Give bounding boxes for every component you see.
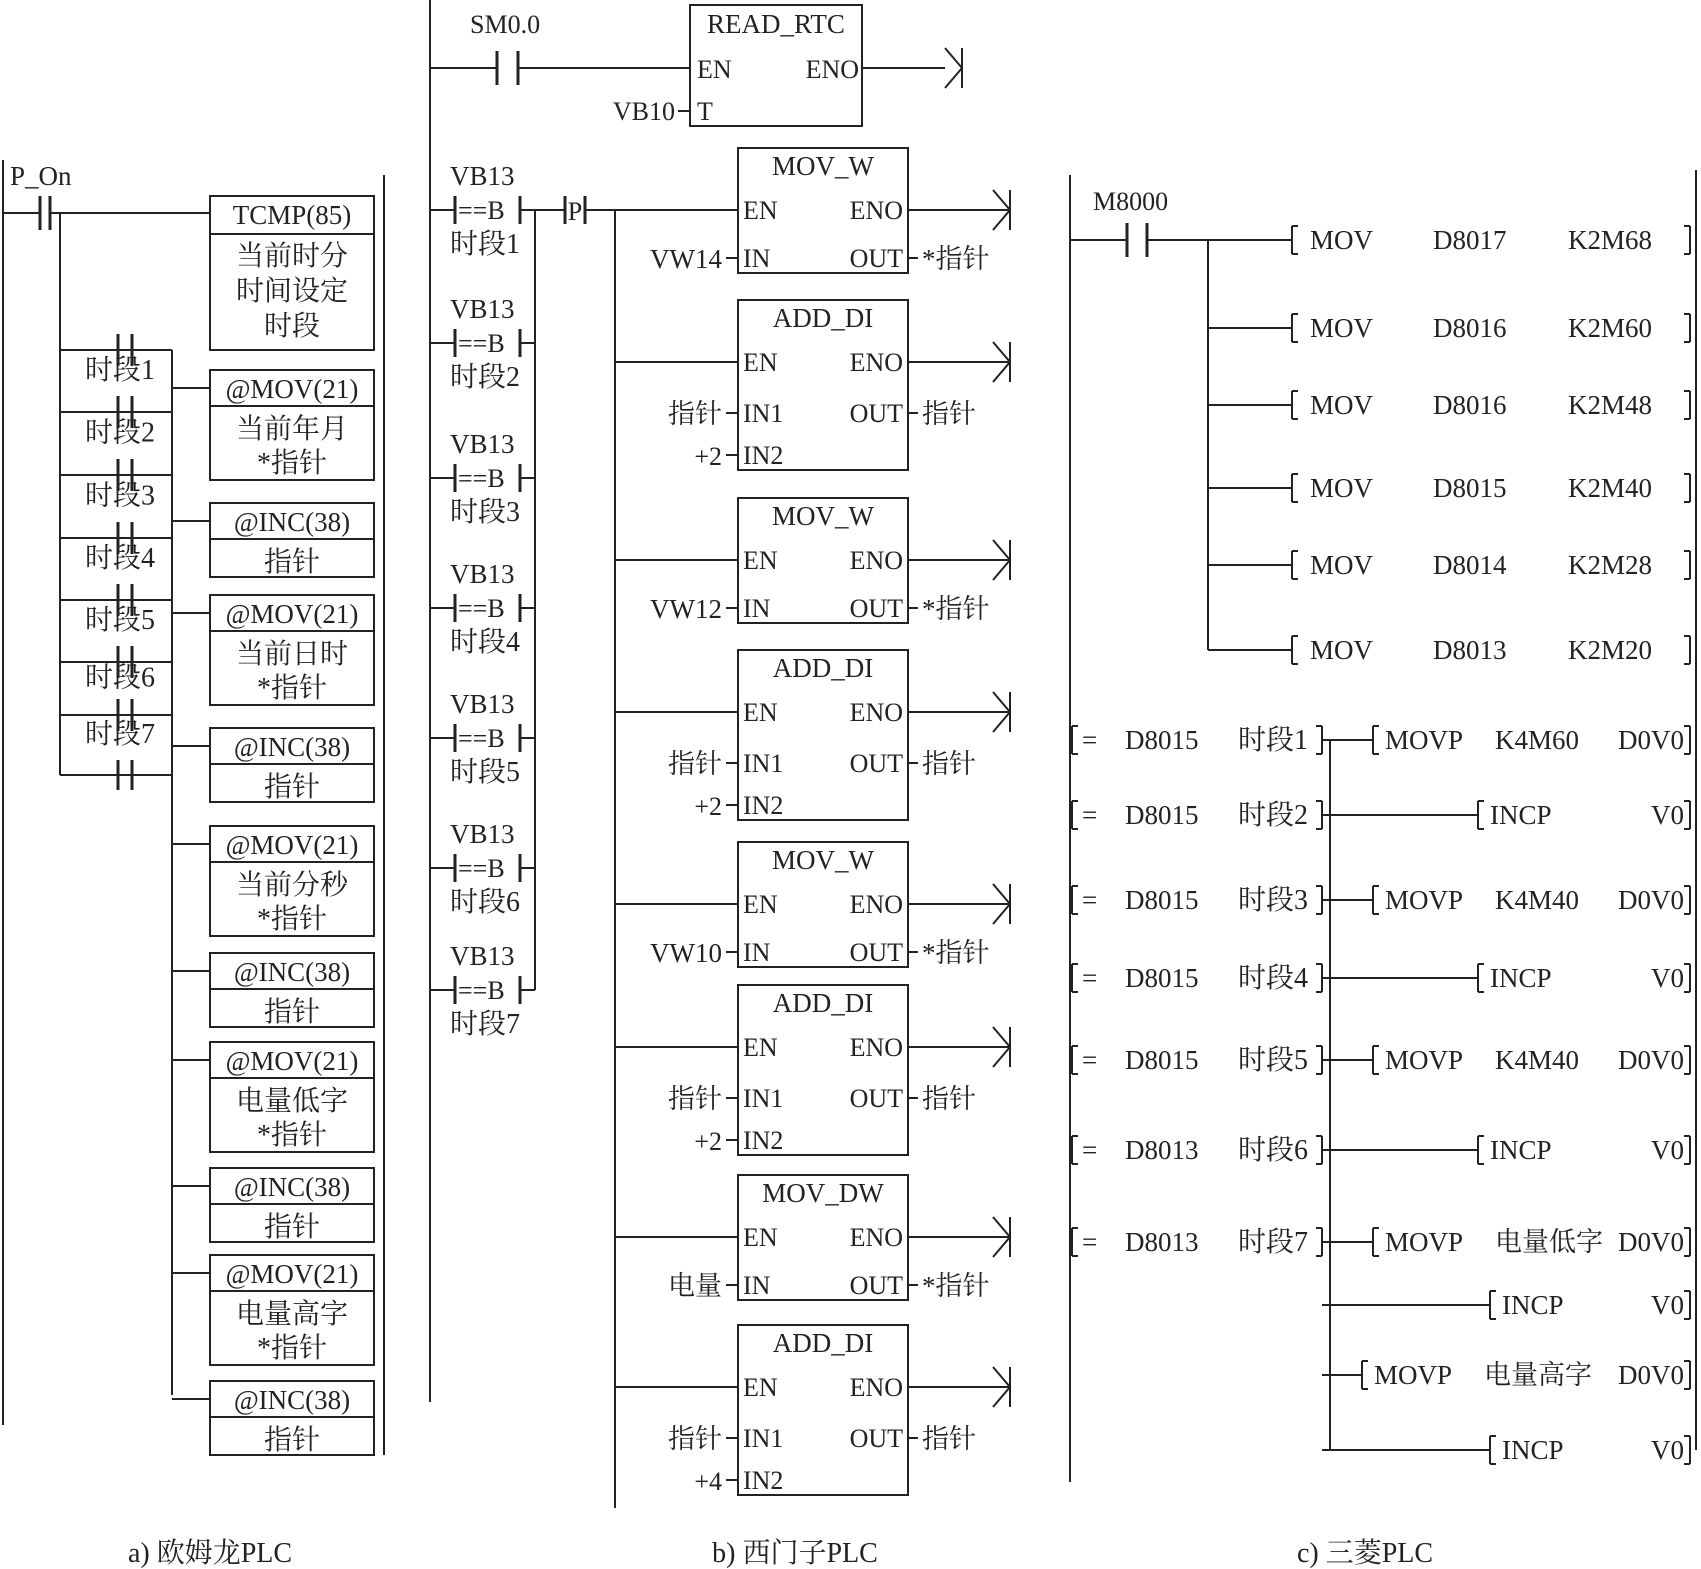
siemens-block-eno: ENO <box>849 698 903 727</box>
siemens-block-in-value: 指针 <box>668 749 722 779</box>
caption-omron: a) 欧姆龙PLC <box>127 1538 293 1569</box>
siemens-block-in-label: IN <box>743 1271 771 1300</box>
mitsubishi-action-dst: V0 <box>1651 1435 1684 1465</box>
siemens-block-out-label: OUT <box>849 1271 903 1300</box>
siemens-rtc-t: T <box>697 97 713 126</box>
omron-tcmp-line: 时段 <box>263 311 321 342</box>
siemens-block-in-value: 电量 <box>668 1271 722 1301</box>
omron-block-line: 指针 <box>263 772 321 803</box>
mitsubishi-compare-period: 时段4 <box>1238 963 1309 994</box>
siemens-rtc-title: READ_RTC <box>707 9 845 39</box>
mitsubishi-compare-op: = <box>1082 1227 1098 1257</box>
mitsubishi-action-src: 电量低字 <box>1495 1227 1603 1257</box>
siemens-block-out-label: OUT <box>849 244 903 273</box>
mitsubishi-ladder <box>1070 170 1696 1482</box>
siemens-block-title: ADD_DI <box>772 988 874 1018</box>
siemens-block-out-label: OUT <box>849 399 903 428</box>
siemens-block-eno: ENO <box>849 348 903 377</box>
siemens-period-label: 时段1 <box>450 229 521 260</box>
mitsubishi-action-dst: D0V0 <box>1618 1045 1684 1075</box>
siemens-block-in2-label: IN2 <box>743 1466 784 1495</box>
mitsubishi-compare-src: D8015 <box>1125 725 1199 755</box>
omron-block-line: 当前分秒 <box>235 870 349 901</box>
siemens-period-label: 时段3 <box>450 497 521 528</box>
siemens-rtc-rung <box>430 5 962 126</box>
siemens-compare-op: ==B <box>458 196 505 225</box>
omron-instruction-blocks <box>172 370 374 1456</box>
mitsubishi-action-op: MOVP <box>1385 1227 1464 1257</box>
siemens-block-in-value: VW12 <box>650 594 722 624</box>
omron-block <box>210 1168 374 1243</box>
omron-block-line: 当前年月 <box>235 414 349 445</box>
omron-block <box>210 595 374 705</box>
mitsubishi-compare-period: 时段5 <box>1238 1045 1309 1076</box>
siemens-block-in-label: IN <box>743 938 771 967</box>
mitsubishi-contact-label: M8000 <box>1093 187 1169 216</box>
omron-tcmp-line: 当前时分 <box>235 241 349 272</box>
siemens-block-en: EN <box>743 890 778 919</box>
siemens-period-label: 时段4 <box>450 627 521 658</box>
siemens-block-eno: ENO <box>849 196 903 225</box>
siemens-block-out-label: OUT <box>849 1424 903 1453</box>
omron-contact-label: P_On <box>10 161 72 191</box>
omron-block-title: @INC(38) <box>233 732 351 762</box>
omron-block <box>210 728 374 803</box>
siemens-block-eno: ENO <box>849 1033 903 1062</box>
omron-block-line: *指针 <box>256 1333 328 1364</box>
mitsubishi-mov-op: MOV <box>1310 473 1374 503</box>
omron-block-title: @MOV(21) <box>225 599 359 629</box>
omron-block-title: @INC(38) <box>233 957 351 987</box>
omron-block <box>210 953 374 1028</box>
omron-block-line: *指针 <box>256 1120 328 1151</box>
omron-period-label: 时段4 <box>84 543 156 574</box>
omron-block-line: 指针 <box>263 1212 321 1243</box>
siemens-block-in-value: VW14 <box>650 244 722 274</box>
omron-tcmp-title: TCMP(85) <box>232 200 352 230</box>
mitsubishi-action-src: K4M60 <box>1495 725 1580 755</box>
siemens-block-in-label: IN <box>743 594 771 623</box>
mitsubishi-action-op: INCP <box>1502 1435 1564 1465</box>
siemens-block-en: EN <box>743 348 778 377</box>
omron-block-title: @INC(38) <box>233 1385 351 1415</box>
mitsubishi-mov-src: D8017 <box>1433 225 1507 255</box>
siemens-rtc-eno: ENO <box>805 55 859 84</box>
siemens-period-label: 时段6 <box>450 887 521 918</box>
mitsubishi-compare-rungs <box>1072 724 1690 1465</box>
mitsubishi-mov-dst: K2M60 <box>1568 313 1653 343</box>
siemens-block-en: EN <box>743 1373 778 1402</box>
omron-block-title: @INC(38) <box>233 1172 351 1202</box>
omron-block-title: @INC(38) <box>233 507 351 537</box>
siemens-block-title: ADD_DI <box>772 653 874 683</box>
omron-period-label: 时段5 <box>84 605 156 636</box>
siemens-block-in-label: IN1 <box>743 1084 784 1113</box>
mitsubishi-action-op: INCP <box>1502 1290 1564 1320</box>
mitsubishi-action-dst: D0V0 <box>1618 885 1684 915</box>
siemens-block-out-value: *指针 <box>922 938 990 968</box>
mitsubishi-mov-dst: K2M28 <box>1568 550 1653 580</box>
omron-block-line: 电量高字 <box>235 1299 349 1330</box>
mitsubishi-action-src: 电量高字 <box>1484 1360 1592 1390</box>
omron-ladder <box>3 160 384 1456</box>
omron-block <box>210 1042 374 1152</box>
mitsubishi-mov-src: D8015 <box>1433 473 1507 503</box>
omron-block-line: 指针 <box>263 547 321 578</box>
siemens-instruction-blocks <box>615 148 1010 1496</box>
mitsubishi-mov-dst: K2M20 <box>1568 635 1653 665</box>
mitsubishi-action-dst: V0 <box>1651 963 1684 993</box>
siemens-block-in-value: VW10 <box>650 938 722 968</box>
mitsubishi-compare-period: 时段1 <box>1238 725 1309 756</box>
mitsubishi-mov-src: D8014 <box>1433 550 1507 580</box>
omron-period-label: 时段6 <box>84 662 156 694</box>
siemens-block-in2-value: +2 <box>694 1127 722 1156</box>
mitsubishi-mov-op: MOV <box>1310 550 1374 580</box>
siemens-block-title: MOV_DW <box>762 1178 884 1208</box>
mitsubishi-action-op: INCP <box>1490 963 1552 993</box>
siemens-compare-operand: VB13 <box>450 819 515 849</box>
siemens-block-en: EN <box>743 1033 778 1062</box>
siemens-compare-op: ==B <box>458 594 505 623</box>
siemens-compare-operand: VB13 <box>450 559 515 589</box>
mitsubishi-mov-dst: K2M40 <box>1568 473 1653 503</box>
siemens-compare-op: ==B <box>458 976 505 1005</box>
mitsubishi-action-dst: V0 <box>1651 1290 1684 1320</box>
siemens-block-out-label: OUT <box>849 938 903 967</box>
mitsubishi-action-op: MOVP <box>1385 1045 1464 1075</box>
siemens-block <box>668 650 976 821</box>
siemens-block-in2-label: IN2 <box>743 441 784 470</box>
siemens-block-in2-value: +4 <box>694 1467 722 1496</box>
siemens-block-in-value: 指针 <box>668 399 722 429</box>
siemens-period-label: 时段5 <box>450 757 521 788</box>
mitsubishi-compare-period: 时段7 <box>1238 1227 1309 1258</box>
siemens-block-title: ADD_DI <box>772 1328 874 1358</box>
mitsubishi-compare-op: = <box>1082 885 1098 915</box>
mitsubishi-action-op: MOVP <box>1385 885 1464 915</box>
siemens-p-label: P <box>567 197 583 226</box>
siemens-rtc-en: EN <box>697 55 732 84</box>
mitsubishi-compare-period: 时段2 <box>1238 800 1309 831</box>
mitsubishi-compare-src: D8013 <box>1125 1135 1199 1165</box>
omron-block-line: *指针 <box>256 448 328 479</box>
siemens-block-out-label: OUT <box>849 749 903 778</box>
omron-block-line: 指针 <box>263 1425 321 1456</box>
siemens-block-en: EN <box>743 196 778 225</box>
siemens-block-title: ADD_DI <box>772 303 874 333</box>
siemens-compare-contacts <box>430 161 535 1040</box>
siemens-block-in2-value: +2 <box>694 792 722 821</box>
mitsubishi-action-dst: D0V0 <box>1618 1227 1684 1257</box>
siemens-block-en: EN <box>743 1223 778 1252</box>
omron-block-title: @MOV(21) <box>225 1046 359 1076</box>
mitsubishi-action-op: MOVP <box>1385 725 1464 755</box>
siemens-block-en: EN <box>743 546 778 575</box>
mitsubishi-mov-dst: K2M48 <box>1568 390 1653 420</box>
mitsubishi-action-op: INCP <box>1490 1135 1552 1165</box>
siemens-period-label: 时段2 <box>450 362 521 393</box>
mitsubishi-mov-op: MOV <box>1310 225 1374 255</box>
mitsubishi-mov-src: D8016 <box>1433 313 1507 343</box>
siemens-block-eno: ENO <box>849 890 903 919</box>
omron-block-line: 电量低字 <box>235 1086 349 1117</box>
siemens-block-out-value: *指针 <box>922 1271 990 1301</box>
siemens-block-en: EN <box>743 698 778 727</box>
siemens-compare-op: ==B <box>458 464 505 493</box>
caption-siemens: b) 西门子PLC <box>712 1538 878 1569</box>
omron-block-line: *指针 <box>256 673 328 704</box>
mitsubishi-compare-period: 时段3 <box>1238 885 1309 916</box>
siemens-block-out-value: *指针 <box>922 594 990 624</box>
siemens-ladder <box>430 0 1010 1508</box>
siemens-compare-op: ==B <box>458 329 505 358</box>
mitsubishi-compare-period: 时段6 <box>1238 1135 1309 1166</box>
siemens-block-in-label: IN <box>743 244 771 273</box>
siemens-rtc-t-input: VB10 <box>612 97 675 126</box>
siemens-block-eno: ENO <box>849 546 903 575</box>
siemens-block-in-label: IN1 <box>743 749 784 778</box>
mitsubishi-compare-src: D8015 <box>1125 1045 1199 1075</box>
siemens-compare-op: ==B <box>458 854 505 883</box>
omron-period-contacts <box>60 334 172 790</box>
omron-period-label: 时段7 <box>84 719 156 750</box>
omron-period-label: 时段1 <box>84 355 156 386</box>
caption-mitsubishi: c) 三菱PLC <box>1296 1538 1434 1569</box>
siemens-block-out-value: 指针 <box>922 1424 976 1454</box>
siemens-block-in2-value: +2 <box>694 442 722 471</box>
mitsubishi-compare-op: = <box>1082 1135 1098 1165</box>
omron-period-label: 时段3 <box>84 480 156 512</box>
siemens-block-out-value: 指针 <box>922 1084 976 1114</box>
mitsubishi-compare-src: D8015 <box>1125 963 1199 993</box>
omron-block-title: @MOV(21) <box>225 374 359 404</box>
siemens-compare-operand: VB13 <box>450 941 515 971</box>
mitsubishi-mov-src: D8016 <box>1433 390 1507 420</box>
siemens-block-title: MOV_W <box>772 845 874 875</box>
siemens-block-out-label: OUT <box>849 594 903 623</box>
siemens-block-in2-label: IN2 <box>743 1126 784 1155</box>
mitsubishi-mov-dst: K2M68 <box>1568 225 1653 255</box>
siemens-block-in2-label: IN2 <box>743 791 784 820</box>
mitsubishi-mov-op: MOV <box>1310 390 1374 420</box>
mitsubishi-compare-src: D8013 <box>1125 1227 1199 1257</box>
siemens-block <box>668 1325 976 1496</box>
mitsubishi-mov-rungs <box>1208 225 1690 665</box>
siemens-block <box>668 300 976 471</box>
mitsubishi-compare-src: D8015 <box>1125 885 1199 915</box>
mitsubishi-action-op: INCP <box>1490 800 1552 830</box>
siemens-block-in-label: IN1 <box>743 399 784 428</box>
siemens-block-out-value: 指针 <box>922 399 976 429</box>
omron-block-title: @MOV(21) <box>225 830 359 860</box>
omron-block <box>210 503 374 578</box>
mitsubishi-action-dst: D0V0 <box>1618 725 1684 755</box>
mitsubishi-m8000-contact <box>1070 223 1292 257</box>
omron-tcmp-line: 时间设定 <box>235 276 349 307</box>
omron-block-line: *指针 <box>256 904 328 935</box>
mitsubishi-mov-op: MOV <box>1310 313 1374 343</box>
mitsubishi-compare-op: = <box>1082 800 1098 830</box>
omron-block <box>210 1381 374 1456</box>
siemens-block-in-value: 指针 <box>668 1084 722 1114</box>
siemens-block-in-label: IN1 <box>743 1424 784 1453</box>
omron-block-line: 指针 <box>263 997 321 1028</box>
siemens-compare-operand: VB13 <box>450 294 515 324</box>
mitsubishi-compare-op: = <box>1082 1045 1098 1075</box>
omron-p-on-contact <box>3 196 210 230</box>
siemens-block-title: MOV_W <box>772 151 874 181</box>
siemens-compare-operand: VB13 <box>450 161 515 191</box>
siemens-block-title: MOV_W <box>772 501 874 531</box>
siemens-p-contact <box>535 196 738 226</box>
siemens-block-out-label: OUT <box>849 1084 903 1113</box>
omron-block <box>210 1255 374 1365</box>
mitsubishi-compare-op: = <box>1082 963 1098 993</box>
mitsubishi-action-dst: V0 <box>1651 1135 1684 1165</box>
mitsubishi-action-op: MOVP <box>1374 1360 1453 1390</box>
siemens-block-out-value: *指针 <box>922 244 990 274</box>
mitsubishi-action-dst: D0V0 <box>1618 1360 1684 1390</box>
siemens-block-out-value: 指针 <box>922 749 976 779</box>
siemens-block-eno: ENO <box>849 1373 903 1402</box>
mitsubishi-action-dst: V0 <box>1651 800 1684 830</box>
mitsubishi-compare-src: D8015 <box>1125 800 1199 830</box>
mitsubishi-mov-op: MOV <box>1310 635 1374 665</box>
siemens-rtc-contact-label: SM0.0 <box>470 10 541 39</box>
omron-block <box>210 826 374 936</box>
omron-block <box>210 370 374 480</box>
siemens-compare-op: ==B <box>458 724 505 753</box>
siemens-period-label: 时段7 <box>450 1009 521 1040</box>
siemens-block <box>668 985 976 1156</box>
siemens-block-in-value: 指针 <box>668 1424 722 1454</box>
siemens-block-eno: ENO <box>849 1223 903 1252</box>
omron-block-title: @MOV(21) <box>225 1259 359 1289</box>
omron-period-label: 时段2 <box>84 417 156 449</box>
mitsubishi-mov-src: D8013 <box>1433 635 1507 665</box>
omron-block-line: 当前日时 <box>235 639 349 670</box>
mitsubishi-action-src: K4M40 <box>1495 1045 1580 1075</box>
mitsubishi-compare-op: = <box>1082 725 1098 755</box>
siemens-compare-operand: VB13 <box>450 689 515 719</box>
mitsubishi-action-src: K4M40 <box>1495 885 1580 915</box>
omron-tcmp-block <box>210 196 374 350</box>
siemens-compare-operand: VB13 <box>450 429 515 459</box>
